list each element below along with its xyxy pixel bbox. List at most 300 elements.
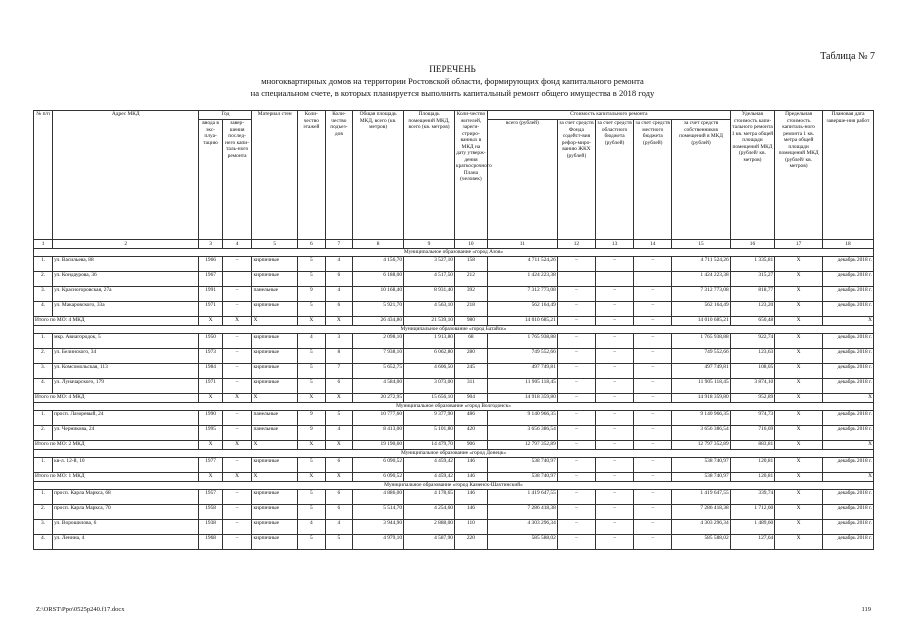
table-cell: кирпичные [252, 458, 298, 473]
table-cell: 4 [325, 426, 353, 441]
table-cell: декабрь 2018 г. [822, 411, 873, 426]
table-cell: 4 563,10 [404, 302, 455, 317]
table-cell: кирпичные [252, 379, 298, 394]
table-cell: 7 [325, 364, 353, 379]
total-label: Итого по МО: 1 МКД [34, 473, 199, 482]
header-cost-group: Стоимость капитального ремонта [487, 111, 730, 120]
total-cell: 20 272,95 [353, 394, 404, 403]
table-cell: 9 140 966,35 [672, 411, 730, 426]
table-cell: 8 931,40 [404, 287, 455, 302]
municipality-title: Муниципальное образование «город Донецк» [34, 450, 874, 458]
total-cell: X [222, 473, 252, 482]
table-cell: – [557, 535, 595, 550]
table-cell: декабрь 2018 г. [822, 302, 873, 317]
table-cell: 123,20 [730, 302, 775, 317]
table-cell: 123,63 [730, 349, 775, 364]
table-cell: 4 [325, 520, 353, 535]
table-cell: 497 749,81 [672, 364, 730, 379]
table-cell: 7 286 418,38 [487, 505, 557, 520]
table-cell: 538 740,97 [672, 458, 730, 473]
total-cell: – [634, 441, 672, 450]
table-row [34, 364, 874, 379]
table-cell: ул. Комсомольская, 113 [53, 364, 199, 379]
table-cell: 538 740,97 [487, 458, 557, 473]
table-cell: – [634, 334, 672, 349]
table-cell: X [775, 426, 823, 441]
table-cell: ул. Черникова, 24 [53, 426, 199, 441]
column-number: 14 [634, 240, 672, 249]
total-cell: – [634, 317, 672, 326]
table-cell: 3. [34, 364, 53, 379]
table-cell: 1. [34, 490, 53, 505]
total-cell: 14 918 359,80 [487, 394, 557, 403]
table-cell: – [634, 302, 672, 317]
header-total-area: Общая площадь МКД, всего (кв. метров) [353, 111, 404, 240]
table-cell: панельные [252, 287, 298, 302]
table-cell: X [775, 272, 823, 287]
total-cell: X [298, 394, 326, 403]
table-cell: 7 312 773,08 [672, 287, 730, 302]
table-cell: 1938 [199, 520, 222, 535]
table-cell: 1971 [199, 302, 222, 317]
column-number: 16 [730, 240, 775, 249]
total-cell: X [775, 473, 823, 482]
table-cell: 1971 [199, 379, 222, 394]
table-cell: ул. Кондаурова, 36 [53, 272, 199, 287]
header-cost-local: за счет средств местного бюджета (рублей) [634, 120, 672, 240]
header-year: Год [199, 111, 252, 120]
total-row [34, 441, 874, 450]
table-cell: 1. [34, 257, 53, 272]
table-cell: 5 [298, 379, 326, 394]
table-cell: кирпичные [252, 364, 298, 379]
table-cell: 1 765 938,88 [672, 334, 730, 349]
table-cell: 4 587,90 [404, 535, 455, 550]
header-year-built: ввода в экс-плуа-тацию [199, 120, 222, 240]
header-num: № п/п [34, 111, 53, 240]
table-cell [222, 272, 252, 287]
table-cell: кирпичные [252, 334, 298, 349]
total-cell: X [325, 317, 353, 326]
table-cell: 6 188,00 [353, 272, 404, 287]
table-cell: кирпичные [252, 272, 298, 287]
table-cell: 562 164,49 [672, 302, 730, 317]
total-cell: 26 434,80 [353, 317, 404, 326]
column-number: 17 [775, 240, 823, 249]
housing-list-table [33, 110, 874, 550]
table-cell: – [222, 302, 252, 317]
total-cell: – [557, 394, 595, 403]
table-cell: – [222, 535, 252, 550]
table-cell: 4 [325, 287, 353, 302]
table-cell: 3 073,00 [404, 379, 455, 394]
header-cost-region: за счет средств областного бюджета (рублей) [596, 120, 634, 240]
total-cell: – [596, 394, 634, 403]
table-cell: 7 938,10 [353, 349, 404, 364]
table-cell: панельные [252, 426, 298, 441]
header-residents: Коли-чество жителей, зареги-стриро-ванных в МКД на дату утверж-дения краткосрочного Плана (человек) [454, 111, 487, 240]
table-cell: 6 [325, 302, 353, 317]
table-cell: 7 286 418,38 [672, 505, 730, 520]
table-cell: 486 [454, 411, 487, 426]
table-cell: – [222, 426, 252, 441]
table-cell: 245 [454, 364, 487, 379]
table-cell: 4 [298, 520, 326, 535]
table-cell: декабрь 2018 г. [822, 458, 873, 473]
table-cell: 2. [34, 505, 53, 520]
table-cell: 9 [298, 411, 326, 426]
table-cell: кирпичные [252, 302, 298, 317]
table-cell: 9 377,90 [404, 411, 455, 426]
table-cell: – [634, 287, 672, 302]
column-number: 5 [252, 240, 298, 249]
table-cell: декабрь 2018 г. [822, 334, 873, 349]
table-cell: 8 413,00 [353, 426, 404, 441]
total-cell: X [252, 441, 298, 450]
table-cell: – [596, 349, 634, 364]
table-cell: 4 584,00 [353, 379, 404, 394]
total-cell: 904 [454, 394, 487, 403]
table-cell: 108,05 [730, 364, 775, 379]
table-cell: – [634, 535, 672, 550]
table-cell: – [596, 535, 634, 550]
table-cell: – [557, 520, 595, 535]
total-cell: 12 797 352,89 [487, 441, 557, 450]
table-cell: 127,64 [730, 535, 775, 550]
table-cell: 2 888,00 [404, 520, 455, 535]
total-cell: – [557, 441, 595, 450]
table-cell: – [222, 520, 252, 535]
document-subtitle-line2: на специальном счете, в которых планируется выполнить капитальный ремонт общего имущества в 2018 году [250, 88, 655, 98]
table-cell: X [775, 520, 823, 535]
table-cell: 1 913,80 [404, 334, 455, 349]
table-cell: 5 514,70 [353, 505, 404, 520]
table-cell: 4 711 524,26 [672, 257, 730, 272]
table-cell: X [775, 411, 823, 426]
table-cell: 1 335,81 [730, 257, 775, 272]
total-cell: X [325, 394, 353, 403]
total-cell: – [634, 394, 672, 403]
total-cell: X [298, 473, 326, 482]
table-cell: 6 [325, 490, 353, 505]
table-cell: X [775, 257, 823, 272]
table-cell: – [222, 379, 252, 394]
table-cell: 7 312 773,08 [487, 287, 557, 302]
table-cell: 120,81 [730, 458, 775, 473]
table-cell: 5 [298, 535, 326, 550]
table-cell: – [634, 257, 672, 272]
table-cell: кирпичные [252, 490, 298, 505]
table-cell [634, 272, 672, 287]
table-cell: – [596, 505, 634, 520]
header-floors: Коли-чество этажей [298, 111, 326, 240]
table-cell: 1977 [199, 458, 222, 473]
table-cell: 6 [325, 272, 353, 287]
total-label: Итого по МО: 2 МКД [34, 441, 199, 450]
table-cell: X [775, 379, 823, 394]
column-number: 4 [222, 240, 252, 249]
table-cell: 6 [325, 505, 353, 520]
table-cell: декабрь 2018 г. [822, 426, 873, 441]
table-cell: 9 [298, 287, 326, 302]
table-cell: 1. [34, 458, 53, 473]
table-cell: 4 303 296,34 [672, 520, 730, 535]
total-cell: 14 010 685,21 [672, 317, 730, 326]
total-row [34, 394, 874, 403]
table-cell: декабрь 2018 г. [822, 505, 873, 520]
table-cell: – [222, 334, 252, 349]
table-cell: 8 [325, 349, 353, 364]
table-cell: 716,69 [730, 426, 775, 441]
table-cell: 11 905 118,45 [487, 379, 557, 394]
table-cell: 146 [454, 505, 487, 520]
table-cell: 1967 [199, 272, 222, 287]
total-cell: X [775, 394, 823, 403]
table-cell: – [596, 334, 634, 349]
table-row [34, 272, 874, 287]
table-cell: кирпичные [252, 535, 298, 550]
table-cell: – [557, 505, 595, 520]
total-cell: X [325, 473, 353, 482]
table-cell: 2. [34, 272, 53, 287]
table-cell: – [596, 411, 634, 426]
table-cell: 212 [454, 272, 487, 287]
table-cell: ул. Ворошилова, 6 [53, 520, 199, 535]
column-number: 18 [822, 240, 873, 249]
table-cell: кирпичные [252, 520, 298, 535]
table-cell: – [557, 411, 595, 426]
table-cell: 1. [34, 334, 53, 349]
table-cell: – [222, 505, 252, 520]
table-cell: 585 588,02 [487, 535, 557, 550]
table-cell: 420 [454, 426, 487, 441]
total-cell: 538 740,97 [487, 473, 557, 482]
table-cell: 146 [454, 458, 487, 473]
table-cell: 4. [34, 535, 53, 550]
municipality-row [34, 249, 874, 257]
table-cell: 1973 [199, 349, 222, 364]
header-cost-total: всего (рублей) [487, 120, 557, 240]
table-cell: 6 090,52 [353, 458, 404, 473]
header-cost-owners: за счет средств собственников помещений в МКД (рублей) [672, 120, 730, 240]
table-cell [596, 272, 634, 287]
total-cell: X [775, 441, 823, 450]
table-cell: – [557, 257, 595, 272]
column-number: 11 [487, 240, 557, 249]
table-cell: – [596, 257, 634, 272]
total-cell: 14 010 685,21 [487, 317, 557, 326]
table-row [34, 411, 874, 426]
total-row [34, 317, 874, 326]
table-cell: 1 424 223,38 [672, 272, 730, 287]
table-cell: – [596, 490, 634, 505]
table-cell: – [557, 379, 595, 394]
table-cell: X [775, 287, 823, 302]
table-cell: – [634, 505, 672, 520]
table-cell: 5 [298, 349, 326, 364]
table-cell: – [557, 490, 595, 505]
table-cell: X [775, 334, 823, 349]
table-cell: 585 588,02 [672, 535, 730, 550]
total-cell: X [252, 317, 298, 326]
table-cell: – [222, 364, 252, 379]
table-cell: X [775, 349, 823, 364]
table-row [34, 490, 874, 505]
table-row [34, 302, 874, 317]
table-cell: кирпичные [252, 505, 298, 520]
table-row [34, 257, 874, 272]
total-cell: – [596, 473, 634, 482]
table-cell: 1. [34, 411, 53, 426]
table-cell: 3 944,90 [353, 520, 404, 535]
total-cell: X [222, 441, 252, 450]
total-cell: 650,48 [730, 317, 775, 326]
table-cell: 110 [454, 520, 487, 535]
table-cell: – [557, 334, 595, 349]
table-cell: 9 [298, 426, 326, 441]
header-max-cost: Предельная стоимость капиталь-ного ремонта 1 кв. метра общей площади помещений МКД (рублей/ кв. метров) [775, 111, 823, 240]
table-cell: панельные [252, 411, 298, 426]
table-cell: 4 459,42 [404, 458, 455, 473]
table-cell: ул. Луначарского, 179 [53, 379, 199, 394]
table-cell: – [596, 426, 634, 441]
table-cell: 818,77 [730, 287, 775, 302]
table-cell: – [222, 287, 252, 302]
table-cell: декабрь 2018 г. [822, 520, 873, 535]
table-row [34, 379, 874, 394]
total-cell: X [822, 394, 873, 403]
table-cell: 4 303 296,34 [487, 520, 557, 535]
header-cost-fund: за счет средств Фонда содейст-вия рефор-миро-ванию ЖКХ (рублей) [557, 120, 595, 240]
table-cell: 562 164,49 [487, 302, 557, 317]
total-cell: X [199, 394, 222, 403]
document-title: ПЕРЕЧЕНЬ [429, 64, 476, 74]
column-numbers-row [34, 240, 874, 249]
table-cell: X [775, 458, 823, 473]
table-cell: 10 777,60 [353, 411, 404, 426]
table-cell: 1990 [199, 411, 222, 426]
table-row [34, 426, 874, 441]
table-cell: 5 652,75 [353, 364, 404, 379]
table-cell: 3 874,10 [730, 379, 775, 394]
table-cell: кирпичные [252, 349, 298, 364]
table-cell: – [222, 490, 252, 505]
table-cell: 10 168,40 [353, 287, 404, 302]
table-cell: просп. Лазоревый, 24 [53, 411, 199, 426]
table-cell: декабрь 2018 г. [822, 349, 873, 364]
column-number: 3 [199, 240, 222, 249]
table-cell: 4 156,70 [353, 257, 404, 272]
table-cell: 1950 [199, 334, 222, 349]
table-cell: – [557, 287, 595, 302]
header-entrances: Коли-чество подъез-дов [325, 111, 353, 240]
table-cell: 1 419 647,55 [672, 490, 730, 505]
table-cell: 2 098,10 [353, 334, 404, 349]
table-cell: 3. [34, 287, 53, 302]
total-cell: – [596, 441, 634, 450]
total-cell: 15 656,10 [404, 394, 455, 403]
table-cell [557, 272, 595, 287]
table-cell: 5 [298, 490, 326, 505]
total-cell: 6 090,52 [353, 473, 404, 482]
table-cell: декабрь 2018 г. [822, 490, 873, 505]
column-number: 2 [53, 240, 199, 249]
table-cell: кв-л. 12-й, 10 [53, 458, 199, 473]
total-cell: 14 918 359,80 [672, 394, 730, 403]
table-cell: 4 517,50 [404, 272, 455, 287]
total-cell: 980 [454, 317, 487, 326]
table-cell: – [634, 349, 672, 364]
table-cell: 1991 [199, 287, 222, 302]
column-number: 1 [34, 240, 53, 249]
table-cell: 158 [454, 257, 487, 272]
table-cell: декабрь 2018 г. [822, 535, 873, 550]
table-cell: X [775, 505, 823, 520]
table-cell: 4 979,10 [353, 535, 404, 550]
table-cell: 4. [34, 379, 53, 394]
table-cell: 4 711 524,26 [487, 257, 557, 272]
total-label: Итого по МО: 4 МКД [34, 394, 199, 403]
table-cell: 4. [34, 302, 53, 317]
total-cell: – [634, 473, 672, 482]
table-cell: – [634, 364, 672, 379]
total-cell: X [298, 317, 326, 326]
total-cell: X [822, 473, 873, 482]
table-cell: 974,73 [730, 411, 775, 426]
municipality-row [34, 403, 874, 411]
total-cell: 19 190,60 [353, 441, 404, 450]
table-cell: ул. Красногоровская, 27а [53, 287, 199, 302]
table-cell: – [222, 458, 252, 473]
table-cell: декабрь 2018 г. [822, 364, 873, 379]
column-number: 13 [596, 240, 634, 249]
table-cell: – [634, 426, 672, 441]
municipality-row [34, 482, 874, 490]
municipality-row [34, 450, 874, 458]
table-row [34, 535, 874, 550]
table-cell: 2. [34, 426, 53, 441]
total-row [34, 473, 874, 482]
table-cell: 1 424 223,38 [487, 272, 557, 287]
table-cell: 2. [34, 349, 53, 364]
total-cell: 906 [454, 441, 487, 450]
table-row [34, 287, 874, 302]
column-number: 7 [325, 240, 353, 249]
table-cell: X [775, 364, 823, 379]
table-cell: 218 [454, 302, 487, 317]
header-plan-date: Плановая дата заверше-ния работ [822, 111, 873, 240]
footer-file-path: Z:\ORST\Ppo\0525p240.f17.docx [36, 606, 125, 613]
table-cell: – [596, 520, 634, 535]
column-number: 9 [404, 240, 455, 249]
header-unit-cost: Удельная стоимость капи-тального ремонта 1 кв. метра общей площади помещений МКД (рублей/ кв. метров) [730, 111, 775, 240]
table-cell: – [222, 349, 252, 364]
table-cell: 1968 [199, 535, 222, 550]
table-cell: X [775, 535, 823, 550]
column-number: 12 [557, 240, 595, 249]
total-cell: 4 459,42 [404, 473, 455, 482]
table-cell: 1957 [199, 490, 222, 505]
column-number: 8 [353, 240, 404, 249]
total-cell: 952,89 [730, 394, 775, 403]
table-cell: 1 419 647,55 [487, 490, 557, 505]
municipality-row [34, 326, 874, 334]
table-cell: просп. Карла Маркса, 70 [53, 505, 199, 520]
total-cell: X [199, 441, 222, 450]
table-cell: 4 178,65 [404, 490, 455, 505]
total-cell: X [252, 473, 298, 482]
table-cell: – [634, 490, 672, 505]
